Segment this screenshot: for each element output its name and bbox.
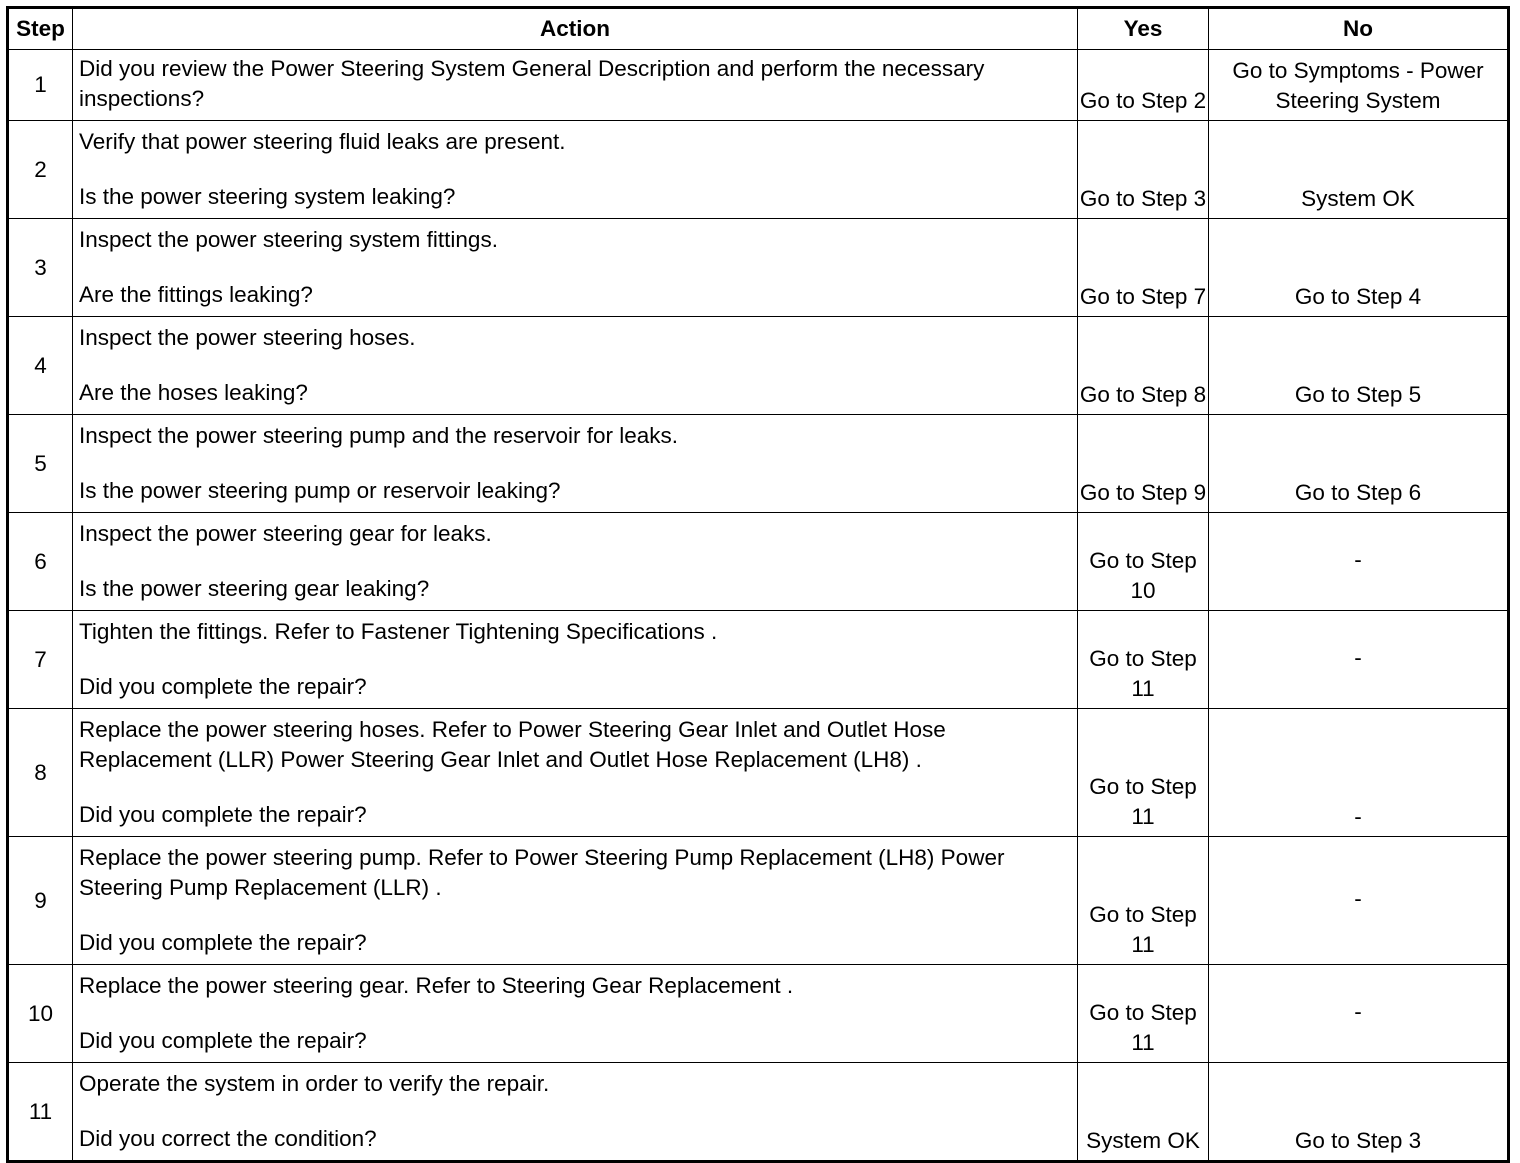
action-instruction: Replace the power steering hoses. Refer to Power Steering Gear Inlet and Outlet Hose Replacement (LLR) Power Steering Gear Inlet and Outlet Hose Replacement (LH8) . — [79, 717, 946, 772]
header-yes: Yes — [1078, 8, 1209, 50]
no-cell: Go to Step 4 — [1209, 219, 1509, 317]
action-cell — [73, 837, 1078, 965]
step-number: 8 — [8, 709, 73, 837]
no-cell: Go to Step 6 — [1209, 415, 1509, 513]
no-cell: Go to Step 5 — [1209, 317, 1509, 415]
header-no: No — [1209, 8, 1509, 50]
action-instruction: Inspect the power steering gear for leaks. — [79, 521, 492, 546]
action-instruction: Operate the system in order to verify the repair. — [79, 1071, 550, 1096]
action-instruction: Verify that power steering fluid leaks are present. — [79, 129, 566, 154]
action-cell — [73, 50, 1078, 121]
no-cell: - — [1209, 965, 1509, 1063]
header-row — [8, 8, 1509, 50]
table-row — [8, 611, 1509, 709]
action-question: Did you complete the repair? — [79, 674, 367, 699]
no-cell: System OK — [1209, 121, 1509, 219]
step-number: 4 — [8, 317, 73, 415]
diagnostic-table — [6, 6, 1510, 1163]
table-row — [8, 317, 1509, 415]
action-question: Is the power steering gear leaking? — [79, 576, 430, 601]
action-cell — [73, 513, 1078, 611]
action-instruction: Did you review the Power Steering System General Description and perform the necessary inspections? — [79, 56, 985, 111]
no-cell: - — [1209, 837, 1509, 965]
table-row — [8, 837, 1509, 965]
step-number: 5 — [8, 415, 73, 513]
header-step: Step — [8, 8, 73, 50]
no-cell: - — [1209, 513, 1509, 611]
yes-cell: Go to Step 2 — [1078, 50, 1209, 121]
no-cell: Go to Step 3 — [1209, 1063, 1509, 1162]
table-row — [8, 1063, 1509, 1162]
action-question: Did you complete the repair? — [79, 802, 367, 827]
yes-cell: Go to Step 8 — [1078, 317, 1209, 415]
yes-cell: Go to Step 11 — [1078, 709, 1209, 837]
action-cell — [73, 611, 1078, 709]
yes-cell: Go to Step 7 — [1078, 219, 1209, 317]
action-instruction: Inspect the power steering system fittings. — [79, 227, 498, 252]
table-row — [8, 513, 1509, 611]
table-row — [8, 121, 1509, 219]
action-cell — [73, 1063, 1078, 1162]
yes-cell: Go to Step 10 — [1078, 513, 1209, 611]
action-cell — [73, 317, 1078, 415]
action-cell — [73, 219, 1078, 317]
action-cell — [73, 121, 1078, 219]
yes-cell: Go to Step 11 — [1078, 611, 1209, 709]
table-row — [8, 219, 1509, 317]
table-row — [8, 415, 1509, 513]
step-number: 11 — [8, 1063, 73, 1162]
action-instruction: Tighten the fittings. Refer to Fastener Tightening Specifications . — [79, 619, 718, 644]
action-question: Did you complete the repair? — [79, 1028, 367, 1053]
action-question: Are the fittings leaking? — [79, 282, 313, 307]
step-number: 9 — [8, 837, 73, 965]
no-cell: - — [1209, 611, 1509, 709]
step-number: 6 — [8, 513, 73, 611]
yes-cell: Go to Step 11 — [1078, 965, 1209, 1063]
action-question: Are the hoses leaking? — [79, 380, 308, 405]
yes-cell: Go to Step 3 — [1078, 121, 1209, 219]
table-row — [8, 50, 1509, 121]
action-instruction: Replace the power steering gear. Refer to Steering Gear Replacement . — [79, 973, 794, 998]
action-question: Did you complete the repair? — [79, 930, 367, 955]
action-cell — [73, 965, 1078, 1063]
yes-cell: Go to Step 9 — [1078, 415, 1209, 513]
table-row — [8, 709, 1509, 837]
table-row — [8, 965, 1509, 1063]
action-instruction: Inspect the power steering pump and the reservoir for leaks. — [79, 423, 679, 448]
step-number: 2 — [8, 121, 73, 219]
step-number: 7 — [8, 611, 73, 709]
action-cell — [73, 415, 1078, 513]
action-question: Is the power steering pump or reservoir leaking? — [79, 478, 561, 503]
action-instruction: Replace the power steering pump. Refer to Power Steering Pump Replacement (LH8) Power Steering Pump Replacement (LLR) . — [79, 845, 1005, 900]
action-question: Is the power steering system leaking? — [79, 184, 456, 209]
step-number: 10 — [8, 965, 73, 1063]
action-question: Did you correct the condition? — [79, 1126, 377, 1151]
yes-cell: Go to Step 11 — [1078, 837, 1209, 965]
step-number: 3 — [8, 219, 73, 317]
no-cell: - — [1209, 709, 1509, 837]
header-action: Action — [73, 8, 1078, 50]
action-instruction: Inspect the power steering hoses. — [79, 325, 416, 350]
yes-cell: System OK — [1078, 1063, 1209, 1162]
action-cell — [73, 709, 1078, 837]
step-number: 1 — [8, 50, 73, 121]
no-cell: Go to Symptoms - Power Steering System — [1209, 50, 1509, 121]
